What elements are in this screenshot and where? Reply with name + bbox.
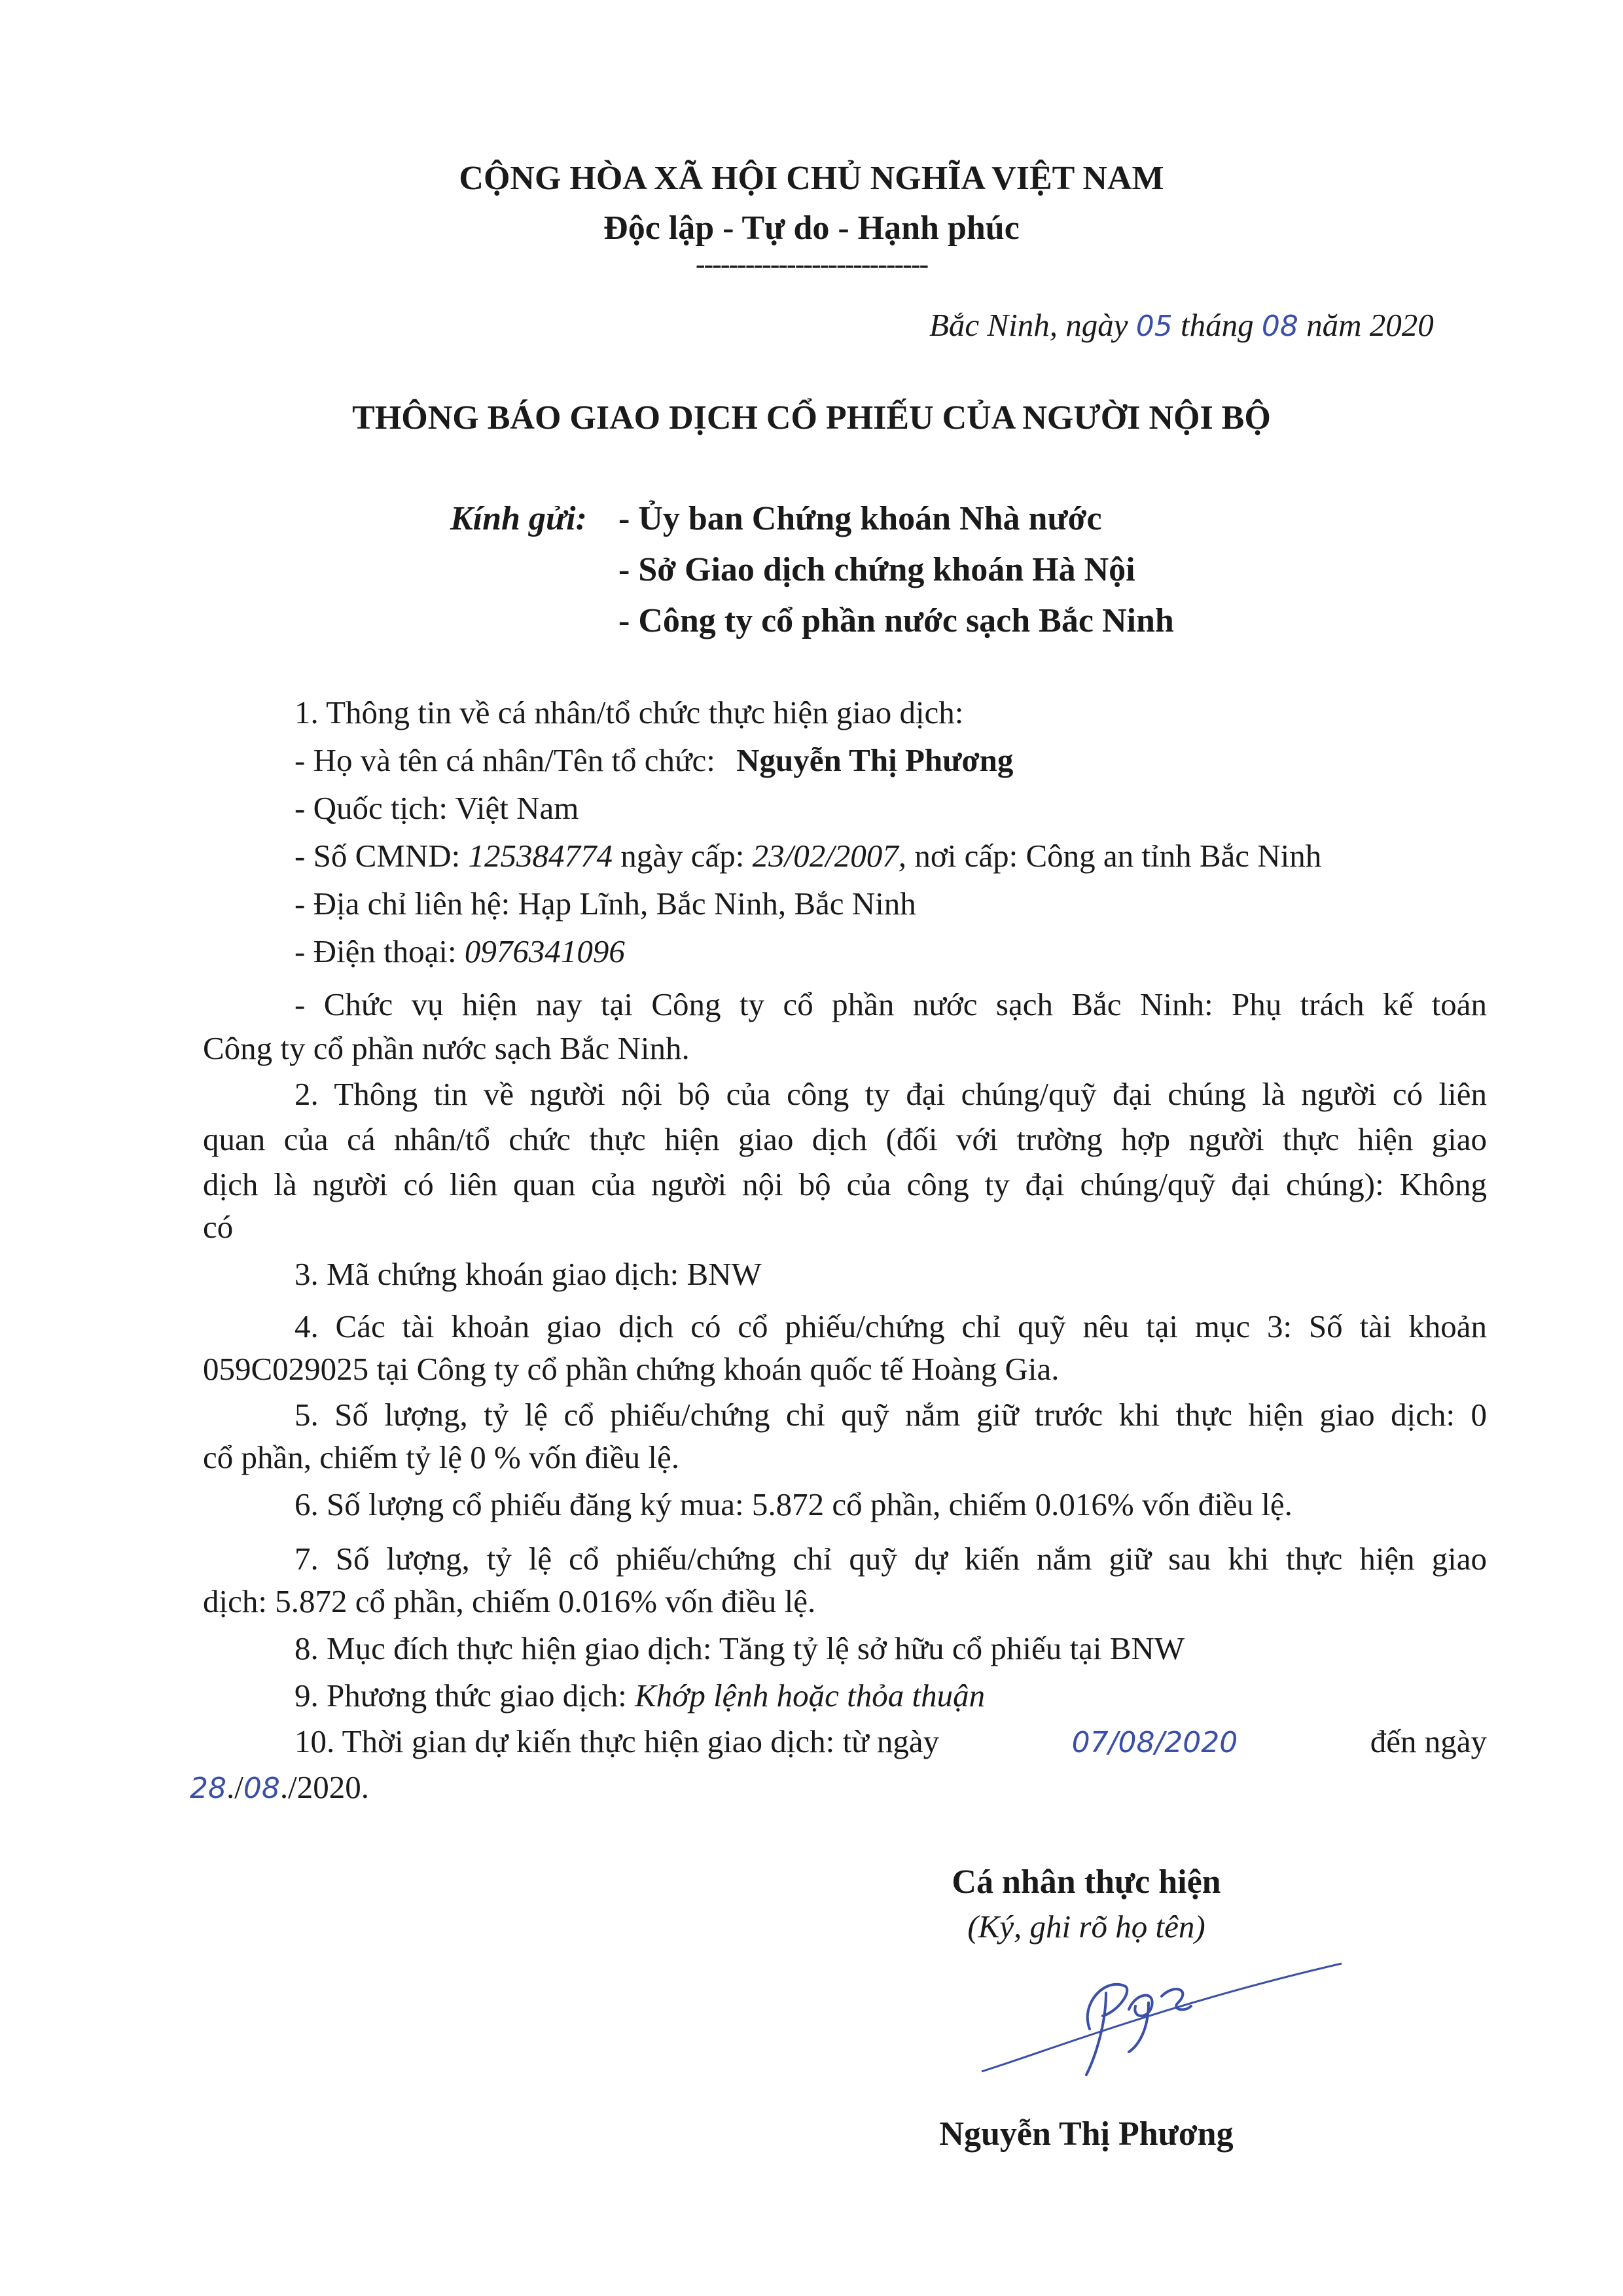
field-phone bbox=[294, 933, 625, 971]
header-divider: ---------------------------- bbox=[695, 248, 928, 280]
field-name bbox=[294, 742, 1013, 780]
section2-line: dịch là người có liên quan của người nội bộ của công ty đại chúng/quỹ đại chúng): Không bbox=[203, 1166, 1487, 1202]
field-position-line1: - Chức vụ hiện nay tại Công ty cổ phần nước sạch Bắc Ninh: Phụ trách kế toán bbox=[294, 986, 1487, 1022]
section2-line: quan của cá nhân/tổ chức thực hiện giao dịch (đối với trường hợp người thực hiện giao bbox=[203, 1121, 1487, 1157]
section10-to-label: đến ngày bbox=[1370, 1723, 1487, 1759]
field-id bbox=[294, 837, 1321, 876]
section3: 3. Mã chứng khoán giao dịch: BNW bbox=[294, 1256, 762, 1292]
section10-to-year: /2020. bbox=[288, 1769, 369, 1805]
section7-line: 7. Số lượng, tỷ lệ cổ phiếu/chứng chỉ quỹ dự kiến nắm giữ sau khi thực hiện giao bbox=[294, 1541, 1487, 1577]
recipient-item: - Sở Giao dịch chứng khoán Hà Nội bbox=[618, 551, 1135, 588]
signature-role: Cá nhân thực hiện bbox=[952, 1863, 1221, 1901]
section9-label: 9. Phương thức giao dịch: bbox=[294, 1677, 627, 1713]
field-place-label: nơi cấp: Công an tỉnh Bắc Ninh bbox=[914, 838, 1322, 874]
section5-line: cổ phần, chiếm tỷ lệ 0 % vốn điều lệ. bbox=[203, 1439, 679, 1475]
field-issue-value: 23/02/2007, bbox=[752, 838, 907, 874]
section2-line: 2. Thông tin về người nội bộ của công ty đại chúng/quỹ đại chúng là người có liên bbox=[294, 1076, 1487, 1112]
place-date bbox=[929, 306, 1434, 345]
field-name-value: Nguyễn Thị Phương bbox=[736, 742, 1014, 778]
field-id-value: 125384774 bbox=[468, 838, 613, 874]
section8: 8. Mục đích thực hiện giao dịch: Tăng tỷ lệ sở hữu cổ phiếu tại BNW bbox=[294, 1630, 1185, 1666]
field-issue-label: ngày cấp: bbox=[620, 838, 745, 874]
date-year-label: năm 2020 bbox=[1306, 307, 1434, 343]
section10-to-day-handwritten: 28 bbox=[190, 1772, 226, 1805]
section10-line2: 28./08./2020. bbox=[190, 1769, 369, 1805]
section10-line1 bbox=[294, 1723, 1487, 1761]
recipient-item: - Công ty cổ phần nước sạch Bắc Ninh bbox=[618, 602, 1174, 639]
section1-heading: 1. Thông tin về cá nhân/tổ chức thực hiện giao dịch: bbox=[294, 694, 964, 730]
field-nationality: - Quốc tịch: Việt Nam bbox=[294, 790, 579, 826]
document-title: THÔNG BÁO GIAO DỊCH CỔ PHIẾU CỦA NGƯỜI NỘI BỘ bbox=[352, 399, 1271, 437]
signer-name: Nguyễn Thị Phương bbox=[939, 2115, 1234, 2153]
field-phone-label: - Điện thoại: bbox=[294, 933, 457, 969]
handwritten-signature bbox=[975, 1931, 1368, 2101]
section9-value: Khớp lệnh hoặc thỏa thuận bbox=[634, 1677, 986, 1713]
section10-to-month-handwritten: 08 bbox=[243, 1772, 280, 1805]
section4-line: 4. Các tài khoản giao dịch có cổ phiếu/chứng chỉ quỹ nêu tại mục 3: Số tài khoản bbox=[294, 1308, 1487, 1344]
section5-line: 5. Số lượng, tỷ lệ cổ phiếu/chứng chỉ quỹ nắm giữ trước khi thực hiện giao dịch: 0 bbox=[294, 1397, 1487, 1433]
nation-heading: CỘNG HÒA XÃ HỘI CHỦ NGHĨA VIỆT NAM bbox=[459, 160, 1164, 197]
place-date-prefix: Bắc Ninh, ngày bbox=[929, 307, 1128, 343]
date-month-label: tháng bbox=[1180, 307, 1254, 343]
section9 bbox=[294, 1677, 985, 1715]
nation-motto: Độc lập - Tự do - Hạnh phúc bbox=[603, 209, 1020, 247]
recipients-label: Kính gửi: bbox=[450, 500, 587, 537]
date-month-handwritten: 08 bbox=[1261, 310, 1298, 343]
section4-line: 059C029025 tại Công ty cổ phần chứng khoán quốc tế Hoàng Gia. bbox=[203, 1351, 1060, 1387]
signature-instruction: (Ký, ghi rõ họ tên) bbox=[967, 1909, 1205, 1945]
field-address: - Địa chỉ liên hệ: Hạp Lĩnh, Bắc Ninh, Bắc Ninh bbox=[294, 886, 916, 922]
field-id-label: - Số CMND: bbox=[294, 838, 461, 874]
field-name-label: - Họ và tên cá nhân/Tên tổ chức: bbox=[294, 742, 715, 778]
recipient-item: - Ủy ban Chứng khoán Nhà nước bbox=[618, 500, 1102, 537]
section2-line: có bbox=[203, 1209, 234, 1245]
date-day-handwritten: 05 bbox=[1135, 310, 1173, 343]
section10-label: 10. Thời gian dự kiến thực hiện giao dịch: từ ngày bbox=[294, 1723, 940, 1759]
field-position-line2: Công ty cổ phần nước sạch Bắc Ninh. bbox=[203, 1030, 690, 1066]
section7-line: dịch: 5.872 cổ phần, chiếm 0.016% vốn điều lệ. bbox=[203, 1583, 816, 1619]
section6: 6. Số lượng cổ phiếu đăng ký mua: 5.872 cổ phần, chiếm 0.016% vốn điều lệ. bbox=[294, 1486, 1293, 1522]
field-phone-value: 0976341096 bbox=[464, 933, 625, 969]
section10-from-date-handwritten: 07/08/2020 bbox=[1071, 1726, 1238, 1759]
